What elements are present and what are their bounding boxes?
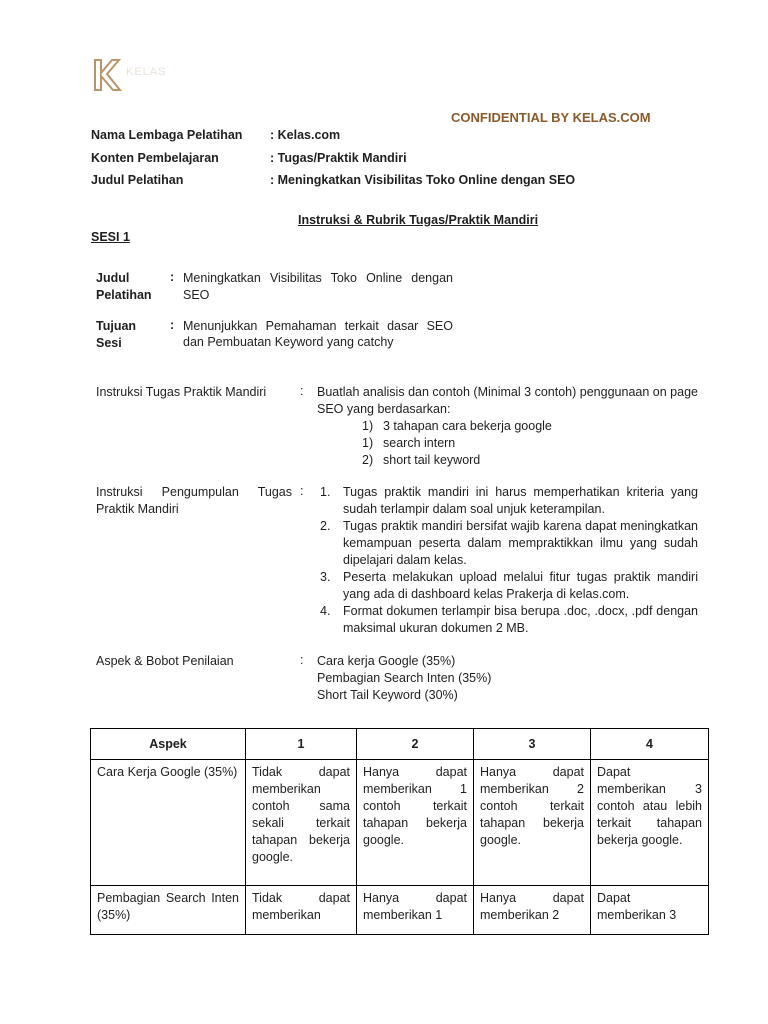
table-cell-aspek: Pembagian Search Inten (35%) (91, 886, 246, 935)
list-item: 2) short tail keyword (362, 453, 481, 467)
meta-value-lembaga: : Kelas.com (270, 128, 341, 142)
meta-label-judul: Judul Pelatihan (91, 173, 184, 187)
list-item: 1) search intern (362, 436, 456, 450)
header-score-3: 3 (474, 729, 591, 760)
instruksi-pengumpulan-list (320, 484, 698, 637)
aspek-bobot-item: Short Tail Keyword (30%) (317, 688, 458, 702)
table-cell: Dapat memberikan 3 contoh atau lebih terkait tahapan bekerja google. (591, 760, 709, 886)
table-cell: Tidak dapat memberikan (246, 886, 357, 935)
meta-value-konten: : Tugas/Praktik Mandiri (270, 151, 407, 165)
aspek-bobot-item: Pembagian Search Inten (35%) (317, 671, 492, 685)
table-cell: Hanya dapat memberikan 2 (474, 886, 591, 935)
confidential-label: CONFIDENTIAL BY KELAS.COM (451, 110, 651, 125)
logo-wordmark: KELAS (126, 66, 167, 78)
list-item: 2. Tugas praktik mandiri bersifat wajib karena dapat meningkatkan kemampuan peserta dalam mempraktikkan ilmu yang sudah dipelajari dalam kelas. (320, 519, 698, 567)
tujuan-colon: : (170, 318, 175, 332)
meta-label-lembaga: Nama Lembaga Pelatihan (91, 128, 243, 142)
judul-pelatihan-label: Judul Pelatihan (96, 271, 152, 302)
table-row (91, 760, 709, 886)
tujuan-sesi-value: Menunjukkan Pemahaman terkait dasar SEO dan Pembuatan Keyword yang catchy (183, 319, 453, 349)
instruksi-tugas-list (317, 418, 698, 469)
judul-pelatihan-value: Meningkatkan Visibilitas Toko Online dengan SEO (183, 271, 453, 302)
session-title: SESI 1 (91, 230, 130, 244)
instruksi-tugas-label: Instruksi Tugas Praktik Mandiri (96, 385, 267, 399)
list-item: 3. Peserta melakukan upload melalui fitur tugas praktik mandiri yang ada di dashboard kelas Prakerja di kelas.com. (320, 570, 698, 601)
instruksi-pengumpulan-colon: : (300, 484, 304, 498)
aspek-bobot-list (317, 653, 698, 704)
list-item: 1. Tugas praktik mandiri ini harus memperhatikan kriteria yang sudah terlampir dalam soal unjuk keterampilan. (320, 485, 698, 516)
header-score-2: 2 (357, 729, 474, 760)
instruksi-tugas-colon: : (300, 384, 304, 398)
table-header-row (91, 729, 709, 760)
instruksi-tugas-intro: Buatlah analisis dan contoh (Minimal 3 contoh) penggunaan on page SEO yang berdasarkan: (317, 385, 698, 416)
list-item: 4. Format dokumen terlampir bisa berupa .doc, .docx, .pdf dengan maksimal ukuran dokumen 2 MB. (320, 604, 698, 635)
judul-colon: : (170, 270, 175, 284)
tujuan-sesi-label: Tujuan Sesi (96, 319, 137, 350)
rubric-table (90, 728, 709, 935)
table-cell: Hanya dapat memberikan 2 contoh terkait tahapan bekerja google. (474, 760, 591, 886)
header-score-1: 1 (246, 729, 357, 760)
meta-value-judul: : Meningkatkan Visibilitas Toko Online dengan SEO (270, 173, 576, 187)
aspek-bobot-label: Aspek & Bobot Penilaian (96, 654, 234, 668)
aspek-bobot-item: Cara kerja Google (35%) (317, 654, 456, 668)
instruksi-pengumpulan-label: Instruksi Pengumpulan Tugas Praktik Mandiri (96, 485, 292, 516)
table-cell: Hanya dapat memberikan 1 (357, 886, 474, 935)
instruksi-tugas-content (317, 384, 698, 469)
kelas-logo-icon (92, 58, 124, 92)
header-score-4: 4 (591, 729, 709, 760)
kelas-logo (92, 58, 182, 92)
list-item: 1) 3 tahapan cara bekerja google (362, 419, 552, 433)
meta-label-konten: Konten Pembelajaran (91, 151, 219, 165)
instruksi-pengumpulan-content (320, 484, 698, 637)
aspek-bobot-colon: : (300, 653, 304, 667)
table-cell-aspek: Cara Kerja Google (35%) (91, 760, 246, 886)
table-cell: Dapat memberikan 3 (591, 886, 709, 935)
document-title: Instruksi & Rubrik Tugas/Praktik Mandiri (298, 213, 539, 227)
header-aspek: Aspek (91, 729, 246, 760)
table-row (91, 886, 709, 935)
table-cell: Hanya dapat memberikan 1 contoh terkait tahapan bekerja google. (357, 760, 474, 886)
table-cell: Tidak dapat memberikan contoh sama sekali terkait tahapan bekerja google. (246, 760, 357, 886)
